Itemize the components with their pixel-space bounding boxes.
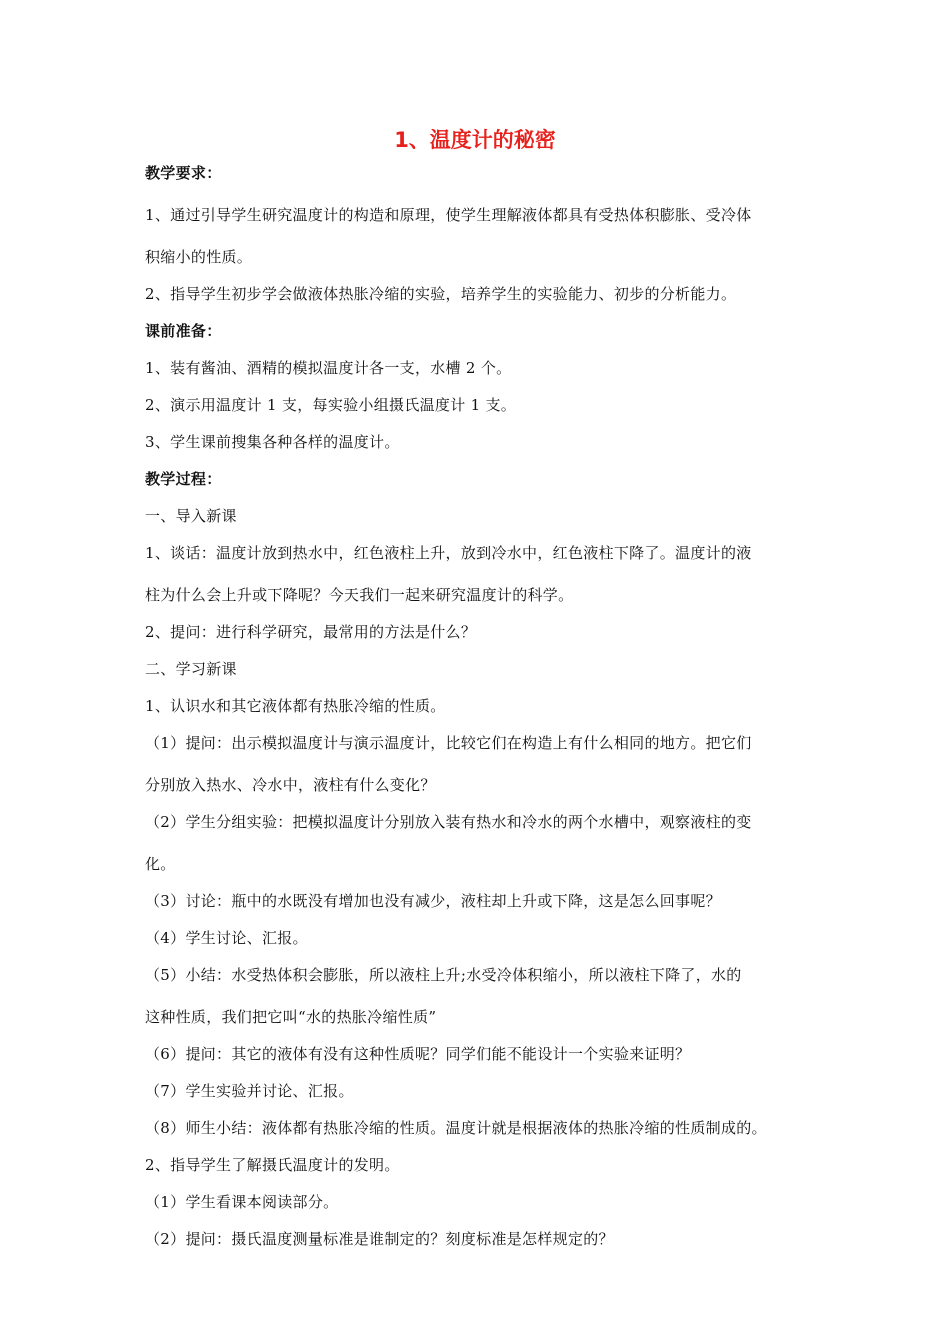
paragraph-line: （1）提问：出示模拟温度计与演示温度计，比较它们在构造上有什么相同的地方。把它们: [145, 734, 752, 752]
section-heading-requirements: 教学要求：: [145, 164, 222, 182]
section-heading-process: 教学过程：: [145, 470, 222, 488]
paragraph-line: 这种性质，我们把它叫“水的热胀冷缩性质”: [145, 1008, 437, 1026]
paragraph-line: （4）学生讨论、汇报。: [145, 929, 308, 947]
paragraph-line: （7）学生实验并讨论、汇报。: [145, 1082, 354, 1100]
subsection-heading: 一、导入新课: [145, 507, 237, 525]
paragraph-line: （6）提问：其它的液体有没有这种性质呢？同学们能不能设计一个实验来证明？: [145, 1045, 691, 1063]
document-title: 1、温度计的秘密: [394, 128, 556, 152]
paragraph-line: 化。: [145, 855, 176, 873]
paragraph-line: 1、谈话：温度计放到热水中，红色液柱上升，放到冷水中，红色液柱下降了。温度计的液: [145, 544, 752, 562]
paragraph-line: （2）提问：摄氏温度测量标准是谁制定的？刻度标准是怎样规定的？: [145, 1230, 614, 1248]
subsection-heading: 二、学习新课: [145, 660, 237, 678]
paragraph-line: 2、演示用温度计 1 支，每实验小组摄氏温度计 1 支。: [145, 396, 517, 414]
paragraph-line: （2）学生分组实验：把模拟温度计分别放入装有热水和冷水的两个水槽中，观察液柱的变: [145, 813, 752, 831]
paragraph-line: （1）学生看课本阅读部分。: [145, 1193, 339, 1211]
paragraph-line: 3、学生课前搜集各种各样的温度计。: [145, 433, 400, 451]
paragraph-line: 2、指导学生初步学会做液体热胀冷缩的实验，培养学生的实验能力、初步的分析能力。: [145, 285, 737, 303]
paragraph-line: 分别放入热水、冷水中，液柱有什么变化？: [145, 776, 436, 794]
paragraph-line: （3）讨论：瓶中的水既没有增加也没有减少，液柱却上升或下降，这是怎么回事呢？: [145, 892, 721, 910]
paragraph-line: 2、指导学生了解摄氏温度计的发明。: [145, 1156, 400, 1174]
paragraph-line: （8）师生小结：液体都有热胀冷缩的性质。温度计就是根据液体的热胀冷缩的性质制成的。: [145, 1119, 767, 1137]
paragraph-line: 柱为什么会上升或下降呢？今天我们一起来研究温度计的科学。: [145, 586, 574, 604]
document-body: [145, 163, 810, 1249]
paragraph-line: 2、提问：进行科学研究，最常用的方法是什么？: [145, 623, 477, 641]
paragraph-line: 1、装有酱油、酒精的模拟温度计各一支，水槽 2 个。: [145, 359, 512, 377]
section-heading-preparation: 课前准备：: [145, 322, 222, 340]
paragraph-line: 积缩小的性质。: [145, 248, 253, 266]
paragraph-line: （5）小结：水受热体积会膨胀，所以液柱上升;水受冷体积缩小，所以液柱下降了，水的: [145, 966, 742, 984]
paragraph-line: 1、认识水和其它液体都有热胀冷缩的性质。: [145, 697, 446, 715]
paragraph-line: 1、通过引导学生研究温度计的构造和原理，使学生理解液体都具有受热体积膨胀、受冷体: [145, 206, 752, 224]
